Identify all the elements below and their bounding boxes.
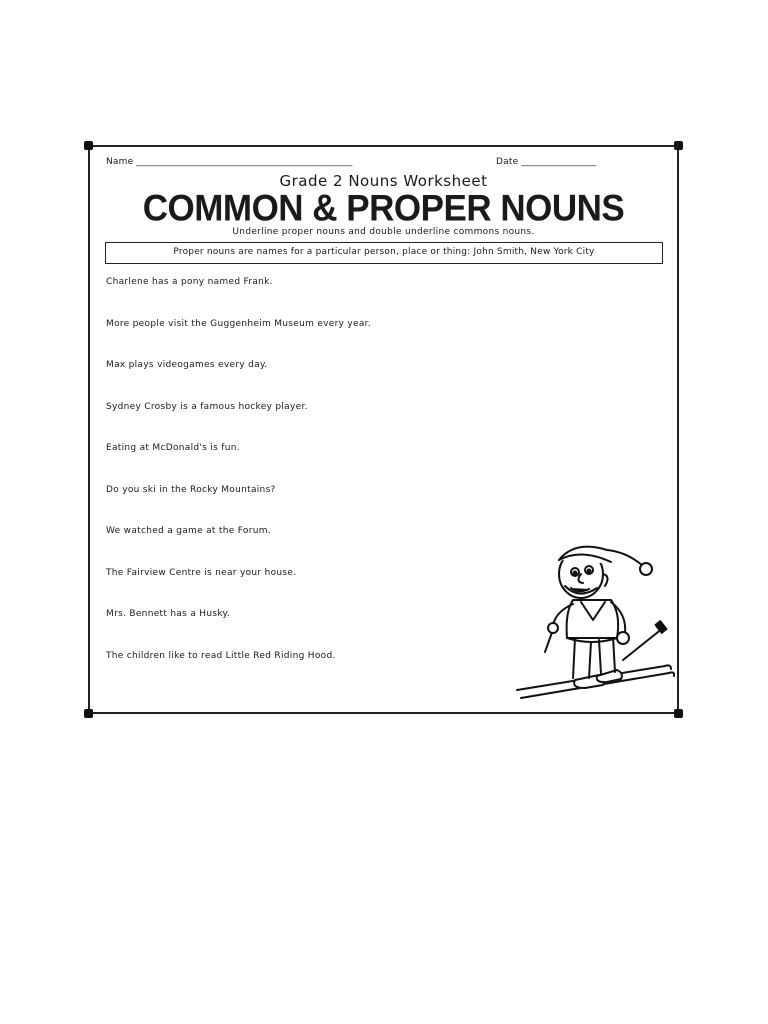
date-field: Date ________________ xyxy=(496,157,597,167)
corner-mark xyxy=(674,141,683,150)
sentence-item: The children like to read Little Red Riding Hood. xyxy=(106,650,336,661)
sentence-item: Max plays videogames every day. xyxy=(106,360,268,370)
corner-mark xyxy=(84,709,93,718)
definition-box: Proper nouns are names for a particular person, place or thing: John Smith, New York City xyxy=(105,242,663,264)
instruction-text: Underline proper nouns and double underline commons nouns. xyxy=(232,227,535,237)
sentence-item: Sydney Crosby is a famous hockey player. xyxy=(106,401,308,412)
sentence-item: More people visit the Guggenheim Museum every year. xyxy=(106,318,372,329)
worksheet-subtitle: Grade 2 Nouns Worksheet xyxy=(279,172,488,190)
worksheet xyxy=(88,145,679,714)
sentence-item: We watched a game at the Forum. xyxy=(106,526,271,536)
sentence-list xyxy=(106,277,371,692)
sentence-item: Charlene has a pony named Frank. xyxy=(106,277,273,287)
sentence-item: Eating at McDonald's is fun. xyxy=(106,443,240,453)
corner-mark xyxy=(84,141,93,150)
corner-mark xyxy=(674,709,683,718)
sentence-item: Do you ski in the Rocky Mountains? xyxy=(106,484,276,495)
worksheet-title: COMMON & PROPER NOUNS xyxy=(142,188,625,229)
name-field: Name ______________________________________________ xyxy=(106,157,353,167)
sentence-item: Mrs. Bennett has a Husky. xyxy=(106,609,231,619)
skier-icon xyxy=(515,542,675,712)
sentence-item: The Fairview Centre is near your house. xyxy=(106,567,297,578)
